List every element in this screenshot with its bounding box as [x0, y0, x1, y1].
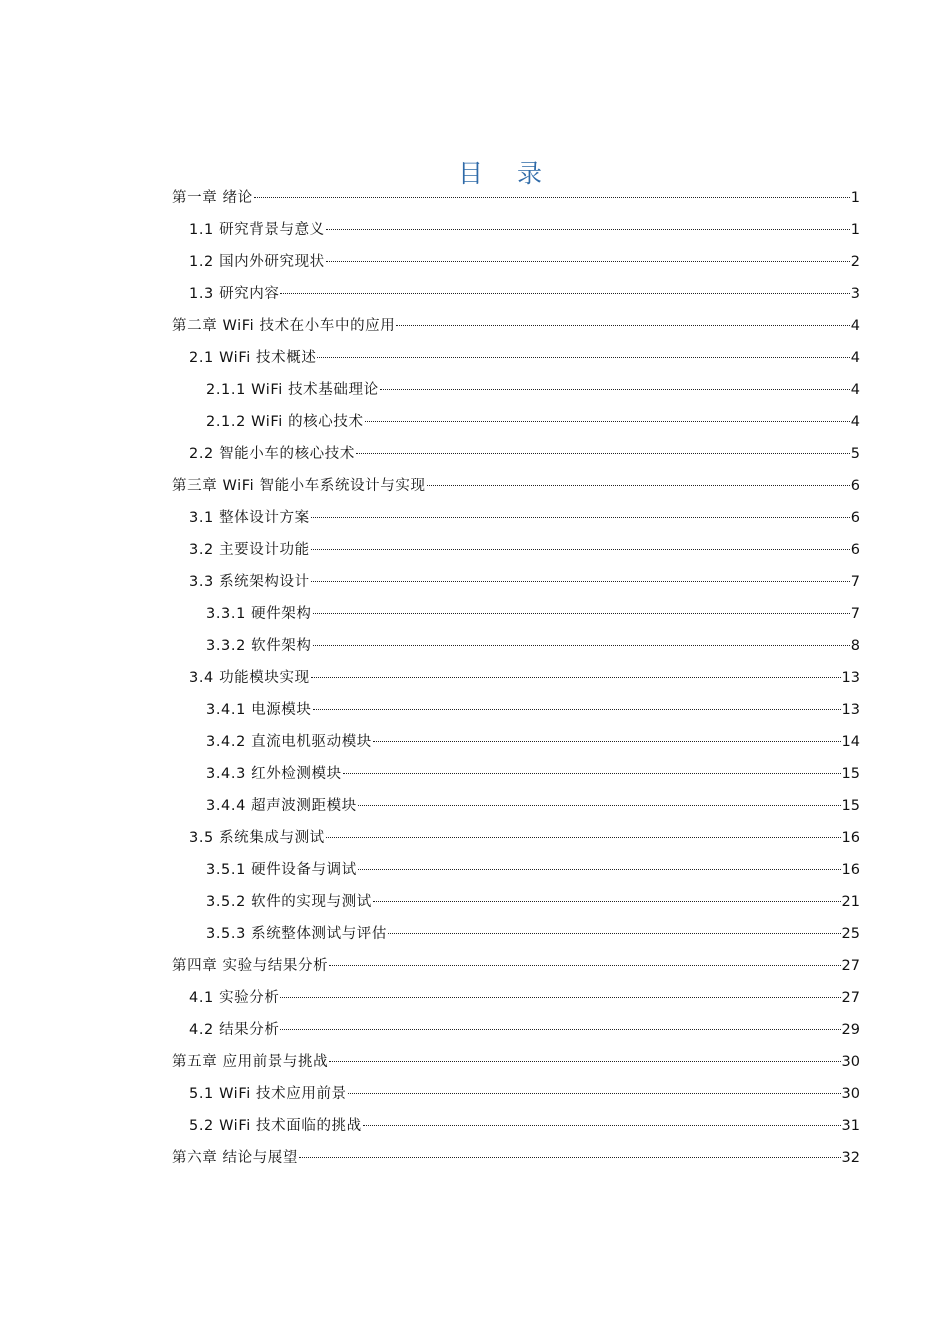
toc-page-number: 30	[841, 1086, 860, 1102]
toc-page-number: 15	[841, 798, 860, 814]
toc-entry-text: 2.1 WiFi 技术概述	[189, 350, 317, 366]
toc-page-number: 14	[841, 734, 860, 750]
toc-entry[interactable]	[172, 470, 860, 502]
toc-entry-text: 3.4.1 电源模块	[206, 702, 312, 718]
toc-dot-leader	[313, 613, 850, 614]
toc-entry-text: 3.5.3 系统整体测试与评估	[206, 926, 388, 942]
toc-dot-leader	[343, 773, 841, 774]
toc-page-number: 6	[850, 510, 860, 526]
toc-entry[interactable]	[172, 374, 860, 406]
toc-page-number: 2	[850, 254, 860, 270]
toc-entry-text: 第二章 WiFi 技术在小车中的应用	[172, 318, 396, 334]
toc-entry-text: 1.1 研究背景与意义	[189, 222, 325, 238]
toc-page-number: 29	[841, 1022, 860, 1038]
toc-entry[interactable]	[172, 182, 860, 214]
toc-page-number: 4	[850, 414, 860, 430]
toc-entry[interactable]	[172, 694, 860, 726]
toc-dot-leader	[280, 997, 840, 998]
toc-entry[interactable]	[172, 1078, 860, 1110]
toc-page-number: 13	[841, 702, 860, 718]
toc-page-number: 21	[841, 894, 860, 910]
toc-page-number: 4	[850, 382, 860, 398]
toc-entry[interactable]	[172, 630, 860, 662]
toc-page-number: 6	[850, 542, 860, 558]
toc-entry[interactable]	[172, 854, 860, 886]
toc-entry[interactable]	[172, 918, 860, 950]
toc-entry-text: 4.2 结果分析	[189, 1022, 280, 1038]
toc-dot-leader	[373, 741, 841, 742]
toc-entry-text: 3.4 功能模块实现	[189, 670, 310, 686]
toc-dot-leader	[356, 453, 850, 454]
toc-entry[interactable]	[172, 406, 860, 438]
toc-dot-leader	[358, 869, 841, 870]
toc-entry-text: 4.1 实验分析	[189, 990, 280, 1006]
toc-page-number: 7	[850, 606, 860, 622]
toc-entry-text: 2.1.2 WiFi 的核心技术	[206, 414, 364, 430]
toc-page-number: 5	[850, 446, 860, 462]
toc-entry-text: 3.4.4 超声波测距模块	[206, 798, 357, 814]
toc-entry[interactable]	[172, 886, 860, 918]
toc-dot-leader	[326, 837, 841, 838]
toc-title: 目录	[457, 159, 576, 188]
toc-dot-leader	[396, 325, 849, 326]
toc-dot-leader	[329, 965, 840, 966]
toc-dot-leader	[358, 805, 841, 806]
toc-page-number: 8	[850, 638, 860, 654]
toc-entry-text: 3.3 系统架构设计	[189, 574, 310, 590]
toc-entry-text: 1.3 研究内容	[189, 286, 280, 302]
toc-entry[interactable]	[172, 1046, 860, 1078]
toc-entry[interactable]	[172, 982, 860, 1014]
toc-dot-leader	[311, 517, 850, 518]
toc-entry-text: 5.2 WiFi 技术面临的挑战	[189, 1118, 362, 1134]
toc-entry-text: 第三章 WiFi 智能小车系统设计与实现	[172, 478, 426, 494]
toc-entry[interactable]	[172, 342, 860, 374]
toc-entry[interactable]	[172, 1142, 860, 1174]
toc-dot-leader	[313, 645, 850, 646]
toc-dot-leader	[380, 389, 850, 390]
toc-page-number: 27	[841, 990, 860, 1006]
toc-page-number: 30	[841, 1054, 860, 1070]
toc-dot-leader	[254, 197, 850, 198]
toc-dot-leader	[299, 1157, 841, 1158]
toc-entry-text: 5.1 WiFi 技术应用前景	[189, 1086, 347, 1102]
toc-page-number: 25	[841, 926, 860, 942]
toc-entry-text: 3.4.3 红外检测模块	[206, 766, 342, 782]
toc-entry-text: 3.5.2 软件的实现与测试	[206, 894, 372, 910]
toc-page-number: 32	[841, 1150, 860, 1166]
toc-entry-text: 1.2 国内外研究现状	[189, 254, 325, 270]
toc-page-number: 1	[850, 190, 860, 206]
toc-page-number: 6	[850, 478, 860, 494]
toc-dot-leader	[311, 549, 850, 550]
toc-page-number: 16	[841, 862, 860, 878]
toc-entry[interactable]	[172, 534, 860, 566]
toc-page-number: 15	[841, 766, 860, 782]
toc-entry[interactable]	[172, 566, 860, 598]
toc-entry-text: 3.3.1 硬件架构	[206, 606, 312, 622]
toc-entry[interactable]	[172, 1014, 860, 1046]
toc-entry[interactable]	[172, 310, 860, 342]
toc-entry-text: 3.4.2 直流电机驱动模块	[206, 734, 372, 750]
toc-page-number: 16	[841, 830, 860, 846]
toc-entry[interactable]	[172, 278, 860, 310]
toc-entry[interactable]	[172, 438, 860, 470]
toc-entry[interactable]	[172, 822, 860, 854]
toc-entry[interactable]	[172, 1110, 860, 1142]
toc-dot-leader	[388, 933, 841, 934]
toc-entry[interactable]	[172, 758, 860, 790]
toc-page-number: 1	[850, 222, 860, 238]
toc-dot-leader	[311, 677, 841, 678]
toc-entry[interactable]	[172, 950, 860, 982]
toc-dot-leader	[326, 229, 850, 230]
toc-page-number: 3	[850, 286, 860, 302]
toc-entry[interactable]	[172, 790, 860, 822]
toc-page-number: 7	[850, 574, 860, 590]
toc-dot-leader	[280, 293, 849, 294]
toc-entry-text: 2.1.1 WiFi 技术基础理论	[206, 382, 379, 398]
toc-page-number: 4	[850, 350, 860, 366]
toc-dot-leader	[326, 261, 850, 262]
toc-entry-text: 3.2 主要设计功能	[189, 542, 310, 558]
toc-entry-text: 第一章 绪论	[172, 190, 253, 206]
toc-entry-text: 3.5.1 硬件设备与调试	[206, 862, 357, 878]
toc-dot-leader	[329, 1061, 840, 1062]
toc-entry-text: 3.5 系统集成与测试	[189, 830, 325, 846]
toc-entry-text: 第四章 实验与结果分析	[172, 958, 329, 974]
toc-entry[interactable]	[172, 502, 860, 534]
toc-entry-text: 第五章 应用前景与挑战	[172, 1054, 329, 1070]
toc-dot-leader	[373, 901, 841, 902]
toc-page-number: 27	[841, 958, 860, 974]
toc-entry-text: 第六章 结论与展望	[172, 1150, 299, 1166]
toc-dot-leader	[427, 485, 850, 486]
toc-list	[172, 182, 860, 1174]
toc-dot-leader	[363, 1125, 841, 1126]
toc-entry-text: 3.1 整体设计方案	[189, 510, 310, 526]
toc-entry[interactable]	[172, 726, 860, 758]
toc-entry[interactable]	[172, 598, 860, 630]
toc-dot-leader	[313, 709, 841, 710]
toc-entry-text: 2.2 智能小车的核心技术	[189, 446, 355, 462]
toc-dot-leader	[280, 1029, 840, 1030]
toc-entry[interactable]	[172, 246, 860, 278]
toc-entry[interactable]	[172, 214, 860, 246]
toc-dot-leader	[311, 581, 850, 582]
toc-dot-leader	[348, 1093, 841, 1094]
toc-dot-leader	[365, 421, 850, 422]
toc-page-number: 31	[841, 1118, 860, 1134]
toc-dot-leader	[317, 357, 849, 358]
toc-page-number: 4	[850, 318, 860, 334]
toc-entry-text: 3.3.2 软件架构	[206, 638, 312, 654]
toc-entry[interactable]	[172, 662, 860, 694]
toc-page-number: 13	[841, 670, 860, 686]
